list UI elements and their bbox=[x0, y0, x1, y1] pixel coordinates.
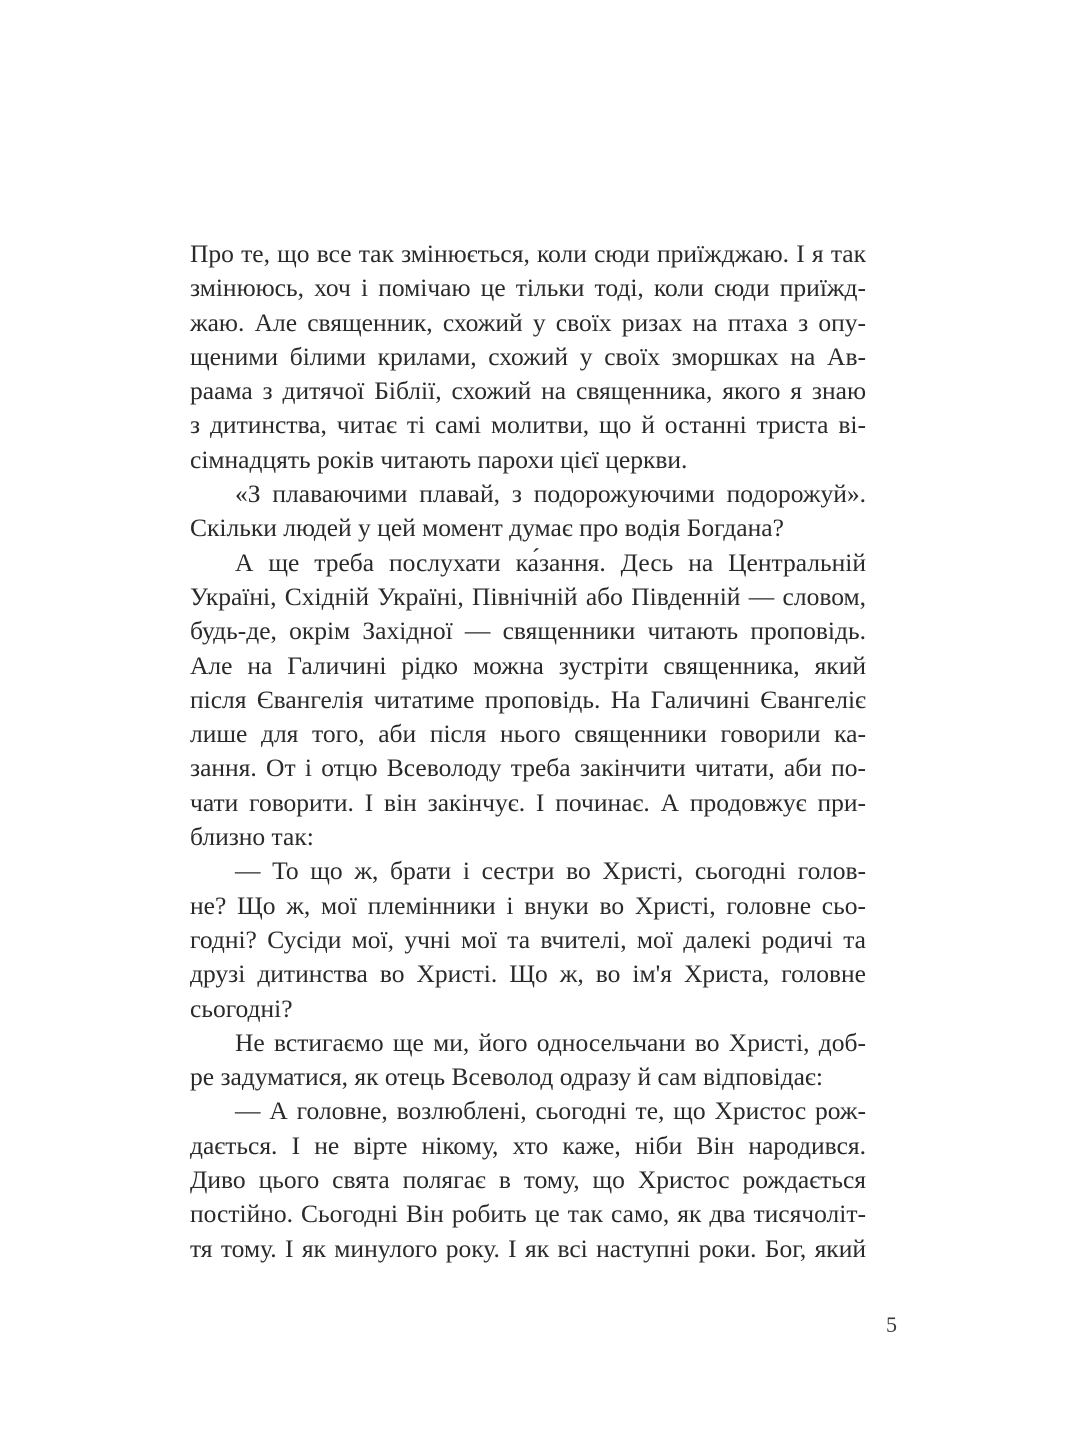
text-line: постійно. Сьогодні Він робить це так само, як два тисячоліт- bbox=[190, 1199, 866, 1229]
text-line: не? Що ж, мої племінники і внуки во Христі, головне сьо- bbox=[190, 890, 866, 920]
text-line: будь-де, окрім Західної — священники читають проповідь. bbox=[190, 616, 866, 646]
text-line: близно так: bbox=[190, 822, 314, 852]
page-number: 5 bbox=[886, 1312, 897, 1337]
text-line: після Євангелія читатиме проповідь. На Галичині Євангеліє bbox=[190, 684, 866, 714]
text-line: сімнадцять років читають парохи цієї церкви. bbox=[190, 444, 688, 474]
text-line: годні? Сусіди мої, учні мої та вчителі, мої далекі родичі та bbox=[190, 924, 866, 954]
text-line: Про те, що все так змінюється, коли сюди приїжджаю. І я так bbox=[190, 239, 866, 268]
text-line: Скільки людей у цей момент думає про водія Богдана? bbox=[190, 513, 784, 543]
text-line: — То що ж, брати і сестри во Христі, сьогодні голов- bbox=[235, 856, 866, 886]
text-line: А ще треба послухати ка́зання. Десь на Центральній bbox=[235, 547, 866, 577]
body-text bbox=[190, 237, 866, 1266]
text-line: друзі дитинства во Христі. Що ж, во ім'я Христа, головне bbox=[190, 959, 866, 989]
text-line: тя тому. І як минулого року. І як всі наступні роки. Бог, який bbox=[190, 1233, 866, 1263]
text-line: змінююсь, хоч і помічаю це тільки тоді, коли сюди приїжд- bbox=[190, 273, 866, 303]
text-line: «З плаваючими плавай, з подорожуючими подорожуй». bbox=[235, 479, 866, 509]
text-line: з дитинства, читає ті самі молитви, що й останні триста ві- bbox=[190, 410, 866, 440]
text-line: Україні, Східній Україні, Північній або Південній — словом, bbox=[190, 581, 866, 611]
text-line: сьогодні? bbox=[190, 993, 293, 1023]
text-line: жаю. Але священник, схожий у своїх ризах на птаха з опу- bbox=[190, 307, 866, 337]
text-line: Диво цього свята полягає в тому, що Христос рождається bbox=[190, 1165, 866, 1195]
text-line: Але на Галичині рідко можна зустріти священника, який bbox=[190, 650, 866, 680]
text-line: лише для того, аби після нього священники говорили ка- bbox=[190, 719, 866, 749]
text-line: раама з дитячої Біблії, схожий на священника, якого я знаю bbox=[190, 376, 866, 406]
text-line: дається. І не вірте нікому, хто каже, ніби Він народився. bbox=[190, 1130, 866, 1160]
text-line: чати говорити. І він закінчує. І починає. А продовжує при- bbox=[190, 787, 866, 817]
text-line: — А головне, возлюблені, сьогодні те, що Христос рож- bbox=[235, 1096, 866, 1126]
text-line: ре задуматися, як отець Всеволод одразу й сам відповідає: bbox=[190, 1062, 823, 1092]
text-line: зання. От і отцю Всеволоду треба закінчити читати, аби по- bbox=[190, 753, 866, 783]
text-line: Не встигаємо ще ми, його односельчани во Христі, доб- bbox=[235, 1027, 866, 1057]
text-line: щеними білими крилами, схожий у своїх зморшках на Ав- bbox=[190, 341, 866, 371]
